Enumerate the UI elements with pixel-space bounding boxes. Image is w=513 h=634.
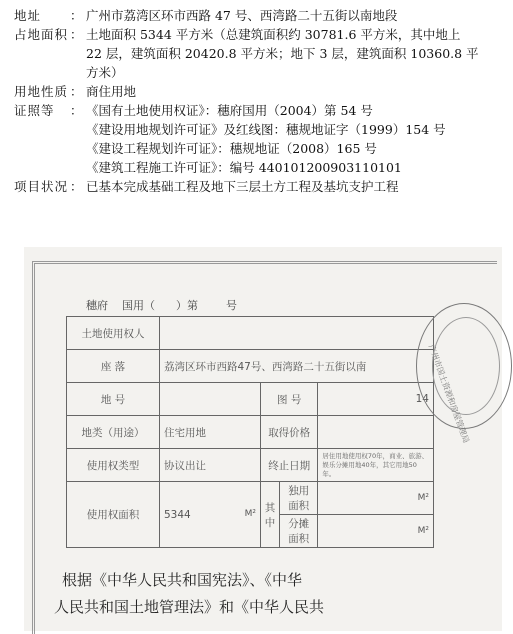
certs-value bbox=[86, 101, 506, 177]
status-colon: ： bbox=[70, 179, 83, 194]
area-line: 方米） bbox=[86, 65, 124, 80]
type-value: 住宅用地 bbox=[160, 416, 261, 449]
table-row bbox=[67, 416, 434, 449]
area-unit: M² bbox=[244, 508, 256, 519]
holder-label: 土地使用权人 bbox=[67, 317, 160, 350]
right-type-value: 协议出让 bbox=[160, 449, 261, 482]
use-label: 用地性质 bbox=[14, 84, 69, 99]
holder-value bbox=[160, 317, 434, 350]
cert-line: 《国有土地使用权证》：穗府国用（2004）第 54 号 bbox=[86, 103, 373, 118]
address-colon: ： bbox=[70, 8, 83, 23]
use-value: 商住用地 bbox=[86, 84, 137, 99]
status-row bbox=[14, 177, 506, 196]
certs-row bbox=[14, 101, 506, 177]
location-value: 荔湾区环市西路47号、西湾路二十五街以南 bbox=[160, 350, 434, 383]
map-value: 14 bbox=[318, 383, 434, 416]
area-line: 22 层，建筑面积 20420.8 平方米；地下 3 层，建筑面积 10360.8 平 bbox=[86, 46, 479, 61]
end-date-note: 居住用地使用权70年，商业、旅游、娱乐分摊用地40年，其它用地50年。 bbox=[318, 449, 434, 482]
area-label: 使用权面积 bbox=[67, 482, 160, 548]
location-label: 座 落 bbox=[67, 350, 160, 383]
certificate-scan-image bbox=[24, 247, 502, 631]
address-row bbox=[14, 6, 506, 25]
address-value: 广州市荔湾区环市西路 47 号、西湾路二十五街以南地段 bbox=[86, 8, 398, 23]
law-line: 根据《中华人民共和国宪法》、《中华 bbox=[62, 571, 303, 589]
use-row bbox=[14, 82, 506, 101]
cert-line: 《建设工程规划许可证》：穗规地证（2008）165 号 bbox=[86, 141, 377, 156]
right-type-label: 使用权类型 bbox=[67, 449, 160, 482]
certs-colon: ： bbox=[70, 103, 83, 118]
price-value bbox=[318, 416, 434, 449]
lot-value bbox=[160, 383, 261, 416]
table-row bbox=[67, 317, 434, 350]
area-value: 5344 bbox=[164, 508, 191, 521]
certificate-table bbox=[66, 316, 434, 548]
table-row bbox=[67, 449, 434, 482]
area-value-cell bbox=[160, 482, 261, 548]
area-row bbox=[14, 25, 506, 82]
certs-label: 证照等 bbox=[14, 103, 55, 118]
law-line: 人民共和国土地管理法》和《中华人民共 bbox=[54, 598, 325, 616]
status-label: 项目状况 bbox=[14, 179, 69, 194]
exclusive-unit: M² bbox=[417, 493, 429, 503]
official-seal-text: 广州市国土资源和房屋管理局 bbox=[426, 343, 471, 445]
area-label: 占地面积 bbox=[14, 27, 69, 42]
area-value bbox=[86, 25, 506, 82]
exclusive-label: 独用面积 bbox=[280, 482, 318, 515]
use-colon: ： bbox=[70, 84, 83, 99]
shared-unit: M² bbox=[417, 526, 429, 536]
among-label: 其中 bbox=[261, 482, 280, 548]
type-label: 地类（用途） bbox=[67, 416, 160, 449]
exclusive-value bbox=[318, 482, 434, 515]
area-colon: ： bbox=[70, 27, 83, 42]
table-row bbox=[67, 350, 434, 383]
address-label: 地址 bbox=[14, 8, 42, 23]
table-row bbox=[67, 482, 434, 515]
end-date-label: 终止日期 bbox=[261, 449, 318, 482]
cert-line: 《建筑工程施工许可证》：编号 440101200903110101 bbox=[86, 160, 402, 175]
certificate-header: 穗府 国用（ ）第 号 bbox=[86, 299, 237, 312]
map-label: 图 号 bbox=[261, 383, 318, 416]
table-row bbox=[67, 383, 434, 416]
status-value: 已基本完成基础工程及地下三层土方工程及基坑支护工程 bbox=[86, 179, 399, 194]
cert-line: 《建设用地规划许可证》及红线图：穗规地证字（1999）154 号 bbox=[86, 122, 446, 137]
shared-label: 分摊面积 bbox=[280, 515, 318, 548]
area-line: 土地面积 5344 平方米（总建筑面积约 30781.6 平方米，其中地上 bbox=[86, 27, 461, 42]
shared-value bbox=[318, 515, 434, 548]
project-info bbox=[14, 6, 506, 196]
price-label: 取得价格 bbox=[261, 416, 318, 449]
lot-label: 地 号 bbox=[67, 383, 160, 416]
